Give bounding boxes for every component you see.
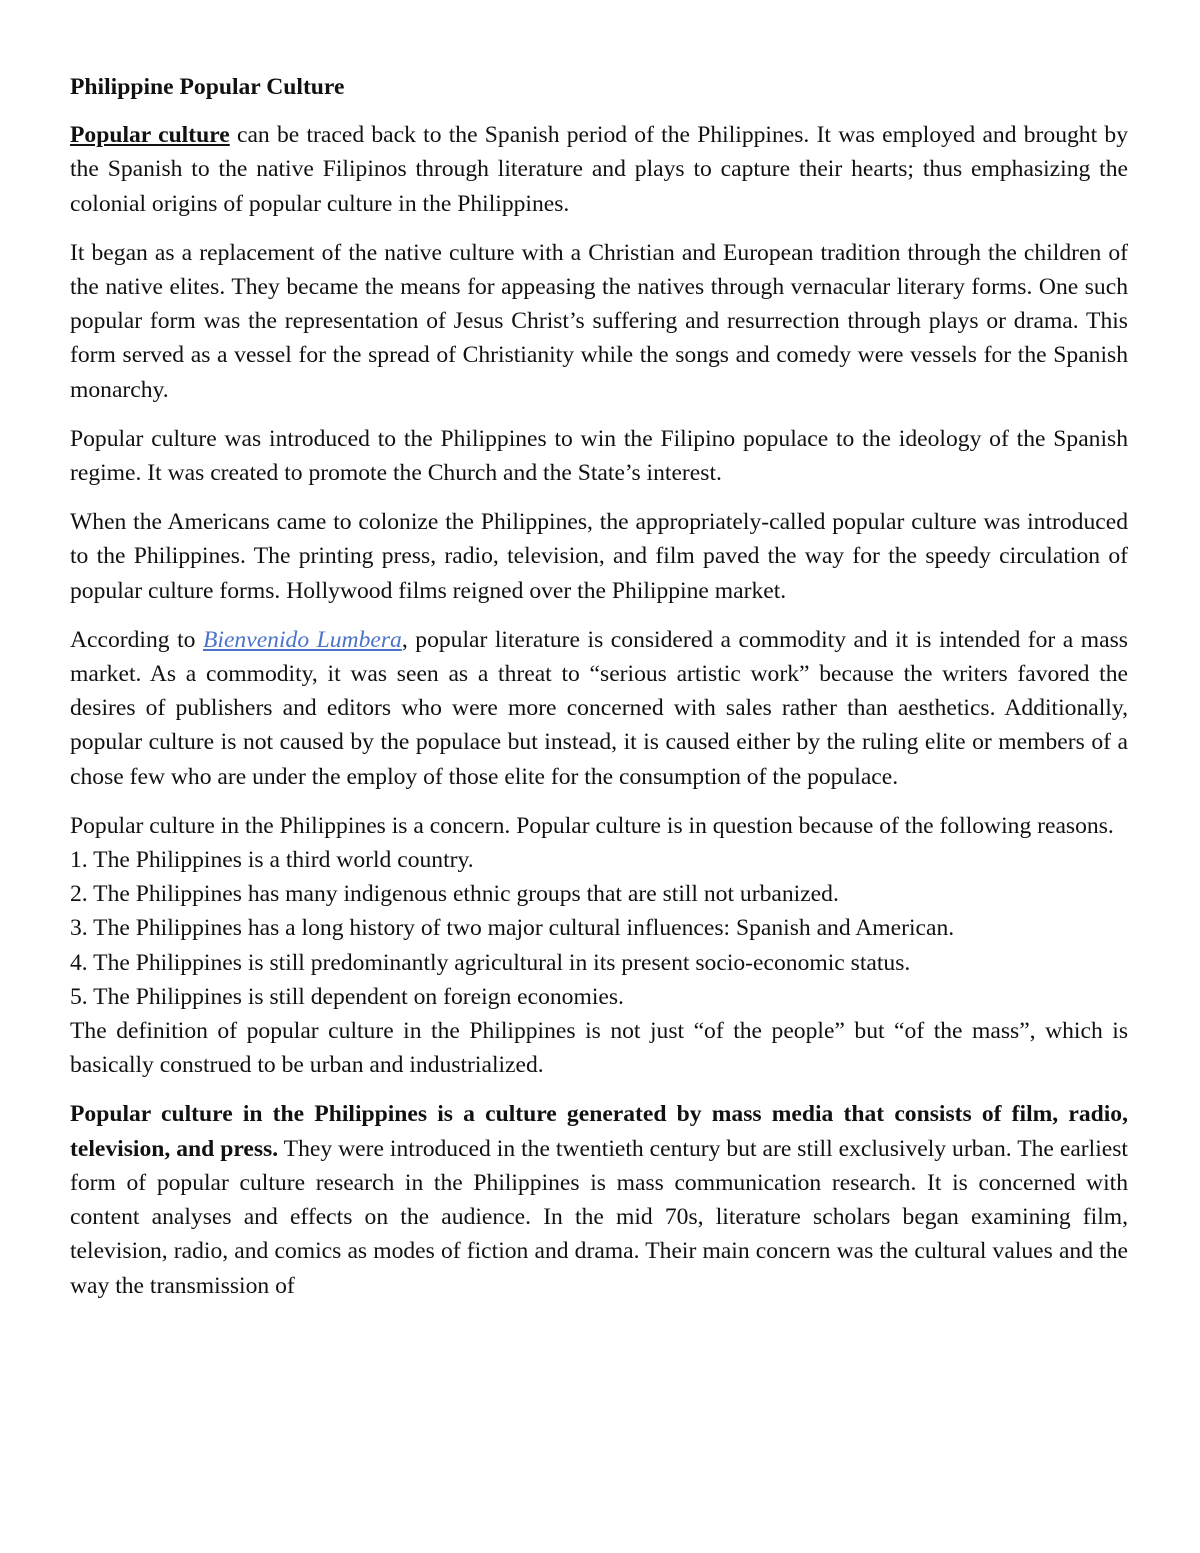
list-item: 3. The Philippines has a long history of two major cultural influences: Spanish and American. <box>70 915 955 942</box>
paragraph-definition: The definition of popular culture in the Philippines is not just “of the people” but “of the mass”, which is basically construed to be urban and industrialized. <box>70 1018 1128 1079</box>
paragraph-text: can be traced back to the Spanish period of the Philippines. It was employed and brought by the Spanish to the native Filipinos through literature and plays to capture their hearts; thus emphasizing the colonial origins of popular culture in the Philippines. <box>70 122 1128 217</box>
paragraph-text: They were introduced in the twentieth century but are still exclusively urban. The earliest form of popular culture research in the Philippines is mass communication research. It is concerned with content analyses and effects on the audience. In the mid 70s, literature scholars began examining film, television, radio, and comics as modes of fiction and drama. Their main concern was the cultural values and the way the transmission of <box>70 1135 1128 1299</box>
bienvenido-lumbera-link[interactable]: Bienvenido Lumbera <box>202 626 402 653</box>
paragraph-text: According to <box>70 626 203 653</box>
list-item: 2. The Philippines has many indigenous ethnic groups that are still not urbanized. <box>70 881 839 908</box>
paragraph-spanish-origins <box>70 118 1128 221</box>
document-title: Philippine Popular Culture <box>70 74 345 100</box>
paragraph-native-culture-replacement: It began as a replacement of the native culture with a Christian and European tradition through the children of the native elites. They became the means for appeasing the natives through vernacular literary forms. One such popular form was the representation of Jesus Christ’s suffering and resurrection through plays or drama. This form served as a vessel for the spread of Christianity while the songs and comedy were vessels for the Spanish monarchy. <box>70 239 1128 403</box>
document-page <box>70 70 1128 1318</box>
paragraph-american-colonization: When the Americans came to colonize the Philippines, the appropriately-called popular culture was introduced to the Philippines. The printing press, radio, television, and film paved the way for the speedy circulation of popular culture forms. Hollywood films reigned over the Philippine market. <box>70 509 1128 604</box>
paragraph-mass-media <box>70 1097 1128 1302</box>
popular-culture-heading: Popular culture <box>70 122 230 149</box>
list-item: 5. The Philippines is still dependent on foreign economies. <box>70 983 624 1010</box>
paragraph-lumbera <box>70 623 1128 794</box>
paragraph-concern: Popular culture in the Philippines is a concern. Popular culture is in question because of the following reasons. <box>70 812 1114 839</box>
list-item: 1. The Philippines is a third world country. <box>70 847 474 874</box>
paragraph-spanish-ideology: Popular culture was introduced to the Philippines to win the Filipino populace to the ideology of the Spanish regime. It was created to promote the Church and the State’s interest. <box>70 425 1128 487</box>
paragraph-text: , popular literature is considered a commodity and it is intended for a mass market. As a commodity, it was seen as a threat to “serious artistic work” because the writers favored the desires of publishers and editors who were more concerned with sales rather than aesthetics. Additionally, popular culture is not caused by the populace but instead, it is caused either by the ruling elite or members of a chose few who are under the employ of those elite for the consumption of the populace. <box>70 626 1128 790</box>
list-item: 4. The Philippines is still predominantly agricultural in its present socio-economic status. <box>70 949 911 976</box>
reasons-list <box>70 843 1128 1014</box>
mass-media-statement: Popular culture in the Philippines is a culture generated by mass media that consists of film, radio, television, and press. <box>70 1101 1128 1162</box>
